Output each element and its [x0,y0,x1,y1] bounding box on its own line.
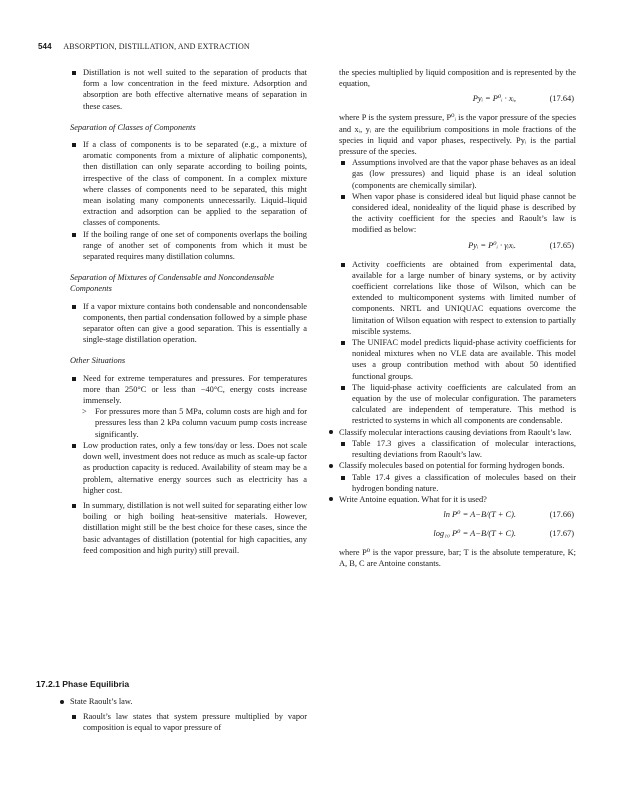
subsection-body [70,696,307,734]
list-item: Table 17.4 gives a classification of molecules based on their hydrogen bonding nature. [339,472,576,494]
sub-list-item [70,406,307,440]
equation-number: (17.66) [549,510,574,520]
equation [339,240,576,254]
list-item: Low production rates, only a few tons/day or less. Does not scale down well, investment does not reduce as much as scale-up factor as production capacity is reduced. Availability of steam may be a problem, alternative energy sources such as electricity has a higher cost. [70,440,307,496]
page-number: 544 [38,42,52,51]
equation-text: ln P⁰ = A−B/(T + C). [443,510,516,520]
paragraph: where P⁰ is the vapor pressure, bar; T is the absolute temperature, K; A, B, C are Antoine constants. [339,548,576,569]
question-item: Classify molecules based on potential for forming hydrogen bonds. [327,460,576,471]
subsection-heading: 17.2.1 Phase Equilibria [36,679,130,689]
right-column [339,67,576,570]
list-item: Raoult’s law states that system pressure multiplied by vapor composition is equal to vapor pressure of [70,711,307,733]
equation-number: (17.64) [549,94,574,104]
list-item: If a vapor mixture contains both condensable and noncondensable components, then partial condensation followed by a simple phase separator often can give a good separation. This is essentially a single-stage distillation operation. [70,301,307,346]
sub-list-text: For pressures more than 5 MPa, column costs are high and for pressures less than 2 kPa column vacuum pump costs increase significantly. [95,407,307,439]
equation-number: (17.65) [549,240,574,250]
equation-text: Pyᵢ = P⁰ᵢ · xᵢ, [472,94,516,104]
equation [339,509,576,523]
intro-bullet: Distillation is not well suited to the separation of products that form a low concentration in the feed mixture. Adsorption and absorption are both effective alternative means of separation in these cases. [70,67,307,112]
paragraph: the species multiplied by liquid composition and is represented by the equation, [339,68,576,89]
section-title: Separation of Mixtures of Condensable and Noncondensable Components [70,273,274,294]
list-item: Activity coefficients are obtained from experimental data, available for a large number of binary systems, or by activity coefficient correlations like those of Wilson, which can be extended to multicomponent systems with limited number of components. NRTL and UNIQUAC equations overcome the limitation of Wilson equation with respect to extension to partially miscible systems. [339,259,576,337]
running-header [38,42,250,51]
list-item: In summary, distillation is not well suited for separating either low boiling or high boiling heat-sensitive materials. However, distillation might still be the best choice for these cases, since the basic advantages of distillation (potential for high capacities, any feed composition and high purity) still prevail. [70,500,307,556]
list-item: Assumptions involved are that the vapor phase behaves as an ideal gas (low pressures) and liquid phase is an ideal solution (components are chemically similar). [339,157,576,191]
list-item: If the boiling range of one set of components overlaps the boiling range of another set of components from which it must be separated requires many distillation columns. [70,229,307,263]
section-title: Separation of Classes of Components [70,122,196,132]
left-column [70,67,307,556]
equation-number: (17.67) [549,529,574,539]
section-title: Other Situations [70,356,126,366]
list-item: The liquid-phase activity coefficients are calculated from an equation by the use of molecular configuration. The parameters calculated are independent of temperature. This method is restricted to systems in which all components are condensable. [339,382,576,427]
equation [339,93,576,107]
paragraph: where P is the system pressure, P⁰ᵢ is the vapor pressure of the species and xᵢ, yᵢ are the equilibrium compositions in mole fractions of the species in liquid and vapor phases, respectively. Pyᵢ is the partial pressure of the species. [339,113,576,157]
question-item: Write Antoine equation. What for it is used? [327,494,576,505]
question-item: Classify molecular interactions causing deviations from Raoult’s law. [327,427,576,438]
list-item: Table 17.3 gives a classification of molecular interactions, resulting deviations from Raoult’s law. [339,438,576,460]
equation-text: Pyᵢ = P⁰ᵢ · γᵢxᵢ. [468,240,516,250]
running-title: ABSORPTION, DISTILLATION, AND EXTRACTION [63,42,250,51]
list-item: The UNIFAC model predicts liquid-phase activity coefficients for nonideal mixtures when no VLE data are available. This model uses a group contribution method with about 50 identified functional groups. [339,337,576,382]
list-item: When vapor phase is considered ideal but liquid phase cannot be considered ideal, nonideality of the liquid phase is described by the activity coefficient for the species and Raoult’s law is modified as below: [339,191,576,236]
list-item: Need for extreme temperatures and pressures. For temperatures more than 250°C or less than −40°C, energy costs increase immensely. [70,373,307,407]
arrow-marker: > [82,407,87,417]
question-item: State Raoult’s law. [58,696,307,707]
list-item: If a class of components is to be separated (e.g., a mixture of aromatic components from a mixture of aliphatic components), then distillation can only separate according to boiling points, irrespective of the class of component. In a complex mixture where classes of components need to be separated, this might mean isolating many components unnecessarily. Liquid–liquid extraction and adsorption can be applied to the separation of classes of components. [70,139,307,229]
equation-text: log₁₀ P⁰ = A−B/(T + C). [433,529,516,539]
equation [339,528,576,542]
